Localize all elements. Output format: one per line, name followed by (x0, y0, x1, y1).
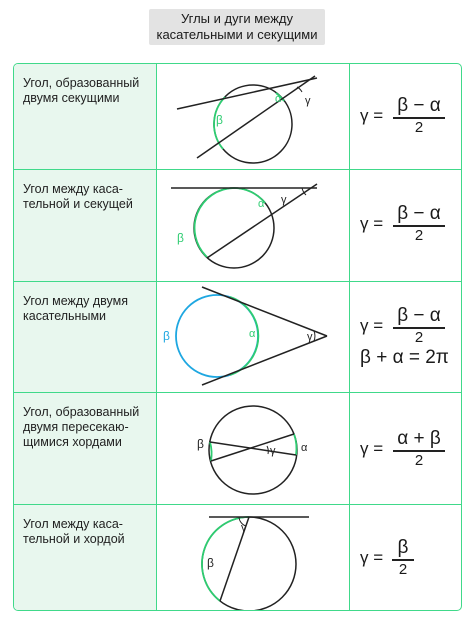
label-alpha: α (301, 442, 308, 454)
row-label-cell (14, 64, 157, 169)
row-label-cell (14, 282, 157, 392)
formula-denominator: 2 (414, 118, 424, 136)
formula-cell (350, 64, 461, 169)
table-row-tangent-secant (14, 169, 461, 281)
label-alpha: α (249, 328, 256, 340)
table-row-two-tangents (14, 281, 461, 392)
diagram-cell (157, 282, 350, 392)
title-line-1: Углы и дуги между (180, 11, 294, 26)
row-label: Угол, образованный двумя секущими (23, 76, 140, 105)
formula-lhs: γ = (360, 316, 384, 335)
formula-lhs: γ = (360, 548, 384, 567)
tangent-secant-diagram (157, 170, 349, 282)
formula-lhs: γ = (360, 214, 384, 233)
formula-denominator: 2 (414, 451, 424, 469)
diagram-cell (157, 505, 350, 611)
formula-cell (350, 170, 461, 281)
diagram-cell (157, 393, 350, 504)
formula-denominator: 2 (414, 328, 424, 346)
formula-cell (350, 505, 461, 611)
formula-numerator: β (397, 537, 409, 558)
formula-fraction (393, 96, 445, 136)
circle (209, 406, 297, 494)
tangent-upper (202, 287, 327, 336)
formula-numerator: α + β (397, 428, 441, 449)
table-row-tangent-chord (14, 504, 461, 611)
chord-1 (210, 442, 296, 455)
label-alpha: α (275, 93, 282, 105)
label-gamma: γ (305, 95, 311, 107)
formula-lhs: γ = (360, 439, 384, 458)
secant-1 (177, 78, 317, 109)
row-label-cell (14, 393, 157, 504)
two-tangents-diagram (157, 282, 349, 393)
label-beta: β (177, 231, 184, 245)
intersecting-chords-diagram (157, 393, 349, 505)
formula-cell (350, 393, 461, 504)
tangent-lower (202, 336, 327, 385)
angle-mark (297, 87, 302, 92)
label-beta: β (163, 329, 170, 343)
label-gamma: γ (307, 331, 313, 343)
row-label: Угол между каса- тельной и хордой (23, 517, 125, 546)
formula-extra: β + α = 2π (360, 347, 449, 368)
arc-beta (195, 188, 234, 257)
arc-alpha (294, 434, 296, 455)
formula-fraction (393, 306, 445, 346)
formula-numerator: β − α (397, 203, 441, 224)
chord-2 (211, 434, 294, 461)
formula-fraction (393, 204, 445, 244)
label-gamma: γ (281, 194, 287, 206)
row-label-cell (14, 170, 157, 281)
angle-mark (314, 331, 315, 341)
table-row-secants (14, 64, 461, 169)
title-line-2: касательными и секущими (156, 27, 318, 42)
formula-numerator: β − α (397, 305, 441, 326)
label-gamma: γ (270, 445, 276, 457)
formula-fraction (393, 429, 445, 469)
row-label-cell (14, 505, 157, 611)
formula-denominator: 2 (414, 226, 424, 244)
label-beta: β (207, 556, 214, 570)
row-label: Угол между двумя касательными (23, 294, 129, 323)
row-label: Угол между каса- тельной и секущей (23, 182, 133, 211)
label-beta: β (197, 437, 204, 451)
label-gamma: γ (241, 522, 247, 534)
page-title (149, 9, 325, 45)
secant-line (207, 184, 317, 258)
formula-cell (350, 282, 461, 392)
diagram-cell (157, 64, 350, 169)
formula-fraction (392, 538, 414, 578)
formula-lhs: γ = (360, 106, 384, 125)
row-label: Угол, образованный двумя пересекаю- щимися хордами (23, 405, 140, 449)
label-alpha: α (258, 198, 265, 210)
label-beta: β (216, 113, 223, 127)
formula-numerator: β − α (397, 95, 441, 116)
diagram-cell (157, 170, 350, 281)
angles-table (13, 63, 462, 611)
table-row-chords (14, 392, 461, 504)
formula-denominator: 2 (398, 560, 408, 578)
two-secants-diagram (157, 64, 349, 169)
tangent-chord-diagram (157, 505, 349, 611)
